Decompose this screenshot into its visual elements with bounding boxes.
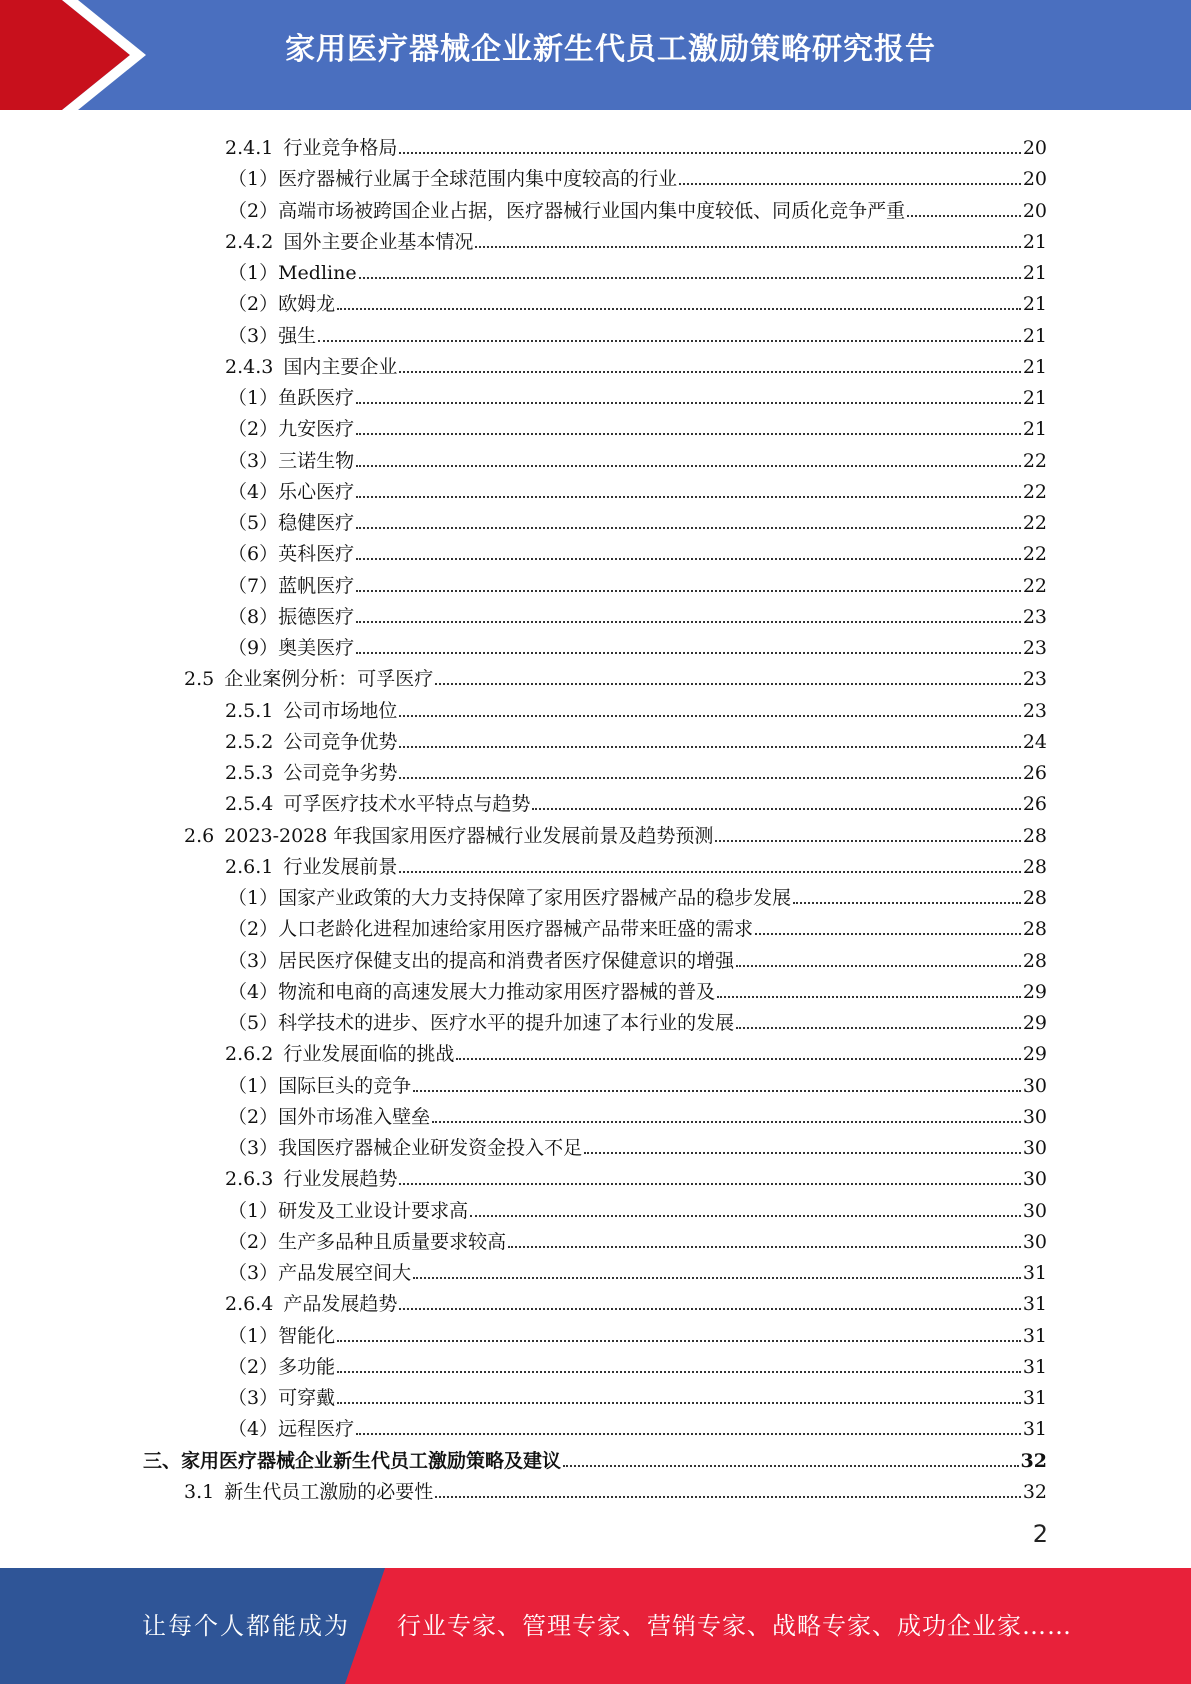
toc-entry[interactable] bbox=[143, 1441, 1047, 1472]
toc-entry-title: 三诺生物 bbox=[278, 449, 355, 472]
toc-entry-page: 30 bbox=[1022, 1230, 1047, 1253]
toc-entry-page: 21 bbox=[1022, 355, 1047, 378]
toc-entry-number: （8） bbox=[228, 605, 279, 628]
toc-entry-title: 欧姆龙 bbox=[278, 293, 336, 316]
toc-dot-leader bbox=[532, 807, 1020, 810]
toc-entry-page: 28 bbox=[1022, 918, 1047, 941]
toc-entry-number: （3） bbox=[228, 449, 279, 472]
toc-entry-number: 2.4.1 bbox=[225, 137, 274, 159]
toc-entry-title: 强生 bbox=[278, 324, 317, 347]
toc-entry[interactable] bbox=[228, 878, 1047, 909]
toc-entry-number: 2.6.2 bbox=[225, 1043, 274, 1066]
page-header bbox=[0, 0, 1191, 110]
toc-entry-number: 2.5.1 bbox=[225, 699, 274, 722]
toc-entry[interactable] bbox=[228, 1222, 1047, 1253]
toc-dot-leader bbox=[736, 964, 1021, 967]
toc-dot-leader bbox=[356, 401, 1021, 404]
toc-dot-leader bbox=[356, 526, 1021, 529]
toc-dot-leader bbox=[359, 276, 1021, 279]
toc-dot-leader bbox=[435, 1495, 1021, 1498]
toc-entry-number: （1） bbox=[228, 387, 279, 409]
toc-entry-page: 20 bbox=[1022, 199, 1047, 222]
toc-entry-title: 振德医疗 bbox=[278, 605, 355, 628]
toc-entry[interactable] bbox=[225, 1284, 1047, 1315]
toc-entry[interactable] bbox=[184, 816, 1047, 847]
toc-entry-number: 2.5.3 bbox=[225, 762, 274, 784]
toc-dot-leader bbox=[399, 151, 1020, 154]
toc-entry[interactable] bbox=[228, 1128, 1047, 1159]
toc-entry[interactable] bbox=[228, 1097, 1047, 1128]
toc-entry[interactable] bbox=[228, 441, 1047, 472]
toc-entry[interactable] bbox=[228, 1378, 1047, 1409]
toc-dot-leader bbox=[413, 1276, 1021, 1279]
toc-entry[interactable] bbox=[225, 722, 1047, 753]
toc-entry-page: 30 bbox=[1022, 1137, 1047, 1159]
toc-dot-leader bbox=[356, 589, 1021, 592]
toc-entry[interactable] bbox=[228, 1347, 1047, 1378]
toc-entry[interactable] bbox=[228, 1066, 1047, 1097]
toc-entry-number: （3） bbox=[228, 1137, 279, 1159]
toc-entry[interactable] bbox=[228, 378, 1047, 409]
toc-entry-number: 2.4.3 bbox=[225, 355, 274, 378]
toc-entry-number: （3） bbox=[228, 949, 279, 972]
toc-entry-number: （1） bbox=[228, 262, 279, 284]
toc-entry-page: 31 bbox=[1022, 1418, 1047, 1441]
toc-entry-page: 28 bbox=[1022, 855, 1047, 878]
toc-entry[interactable] bbox=[228, 597, 1047, 628]
toc-entry[interactable] bbox=[184, 659, 1047, 690]
toc-entry[interactable] bbox=[228, 534, 1047, 565]
toc-entry-page: 22 bbox=[1022, 480, 1047, 503]
toc-entry-number: （3） bbox=[228, 324, 279, 347]
toc-dot-leader bbox=[432, 1120, 1021, 1123]
toc-entry-number: （4） bbox=[228, 480, 279, 503]
toc-entry[interactable] bbox=[225, 347, 1047, 378]
toc-entry-number: （1） bbox=[228, 1074, 279, 1097]
toc-entry-title: 远程医疗 bbox=[278, 1418, 355, 1441]
toc-entry-page: 21 bbox=[1022, 324, 1047, 347]
toc-entry-number: 2.5 bbox=[184, 668, 215, 691]
toc-entry-page: 21 bbox=[1022, 230, 1047, 253]
toc-dot-leader bbox=[356, 464, 1021, 467]
toc-dot-leader bbox=[563, 1464, 1019, 1467]
toc-entry-title: 可穿戴 bbox=[278, 1387, 336, 1409]
toc-entry-title: 研发及工业设计要求高 bbox=[278, 1199, 469, 1222]
toc-dot-leader bbox=[356, 557, 1021, 560]
toc-dot-leader bbox=[399, 714, 1020, 717]
toc-dot-leader bbox=[337, 1339, 1021, 1342]
toc-entry[interactable] bbox=[225, 222, 1047, 253]
toc-dot-leader bbox=[399, 1182, 1020, 1185]
toc-entry[interactable] bbox=[225, 847, 1047, 878]
toc-dot-leader bbox=[399, 1307, 1020, 1310]
toc-entry-title: 鱼跃医疗 bbox=[278, 387, 355, 409]
toc-entry[interactable] bbox=[228, 1409, 1047, 1440]
toc-entry-title: 国外主要企业基本情况 bbox=[283, 230, 474, 253]
toc-entry-title: 国际巨头的竞争 bbox=[278, 1074, 412, 1097]
toc-entry[interactable] bbox=[225, 1034, 1047, 1065]
toc-entry-number: （2） bbox=[228, 918, 279, 941]
toc-dot-leader bbox=[679, 182, 1021, 185]
toc-entry[interactable] bbox=[228, 1316, 1047, 1347]
toc-entry[interactable] bbox=[228, 1003, 1047, 1034]
toc-entry-title: 国外市场准入壁垒 bbox=[278, 1105, 431, 1128]
toc-entry[interactable] bbox=[228, 909, 1047, 940]
toc-entry[interactable] bbox=[228, 1191, 1047, 1222]
toc-entry-title: 家用医疗器械企业新生代员工激励策略及建议 bbox=[181, 1449, 562, 1472]
toc-entry-page: 31 bbox=[1022, 1293, 1047, 1316]
toc-entry-title: 稳健医疗 bbox=[278, 512, 355, 534]
toc-entry-number: 2.6.4 bbox=[225, 1293, 274, 1316]
toc-dot-leader bbox=[337, 307, 1021, 310]
toc-entry-page: 24 bbox=[1022, 730, 1047, 753]
toc-entry-title: 行业发展面临的挑战 bbox=[283, 1043, 455, 1066]
toc-entry-page: 26 bbox=[1022, 793, 1047, 816]
page-footer bbox=[0, 1568, 1191, 1684]
toc-entry-page: 20 bbox=[1022, 168, 1047, 191]
toc-dot-leader bbox=[356, 1432, 1021, 1435]
toc-entry-page: 32 bbox=[1020, 1449, 1047, 1472]
toc-entry-title: 人口老龄化进程加速给家用医疗器械产品带来旺盛的需求 bbox=[278, 918, 754, 941]
toc-dot-leader bbox=[475, 245, 1020, 248]
toc-entry-page: 30 bbox=[1022, 1199, 1047, 1222]
toc-entry-title: 蓝帆医疗 bbox=[278, 574, 355, 597]
toc-entry-page: 20 bbox=[1022, 137, 1047, 159]
toc-entry-number: （1） bbox=[228, 887, 279, 909]
toc-entry[interactable] bbox=[228, 1253, 1047, 1284]
toc-entry-page: 31 bbox=[1022, 1262, 1047, 1284]
report-title: 家用医疗器械企业新生代员工激励策略研究报告 bbox=[285, 32, 936, 67]
toc-entry-number: （2） bbox=[228, 418, 279, 441]
toc-entry[interactable] bbox=[228, 159, 1047, 190]
toc-entry-title: 可孚医疗技术水平特点与趋势 bbox=[283, 793, 531, 816]
toc-entry-number: （6） bbox=[228, 543, 279, 566]
toc-entry[interactable] bbox=[228, 503, 1047, 534]
toc-dot-leader bbox=[356, 495, 1021, 498]
toc-entry-page: 21 bbox=[1022, 418, 1047, 441]
toc-entry[interactable] bbox=[228, 566, 1047, 597]
toc-dot-leader bbox=[755, 932, 1021, 935]
toc-entry-title: Medline bbox=[278, 262, 357, 284]
toc-dot-leader bbox=[318, 339, 1021, 342]
toc-entry-page: 22 bbox=[1022, 449, 1047, 472]
toc-dot-leader bbox=[736, 1026, 1021, 1029]
toc-entry-title: 2023-2028 年我国家用医疗器械行业发展前景及趋势预测 bbox=[224, 824, 714, 847]
toc-entry-title: 产品发展空间大 bbox=[278, 1262, 412, 1284]
toc-entry-page: 29 bbox=[1022, 980, 1047, 1003]
toc-entry-number: 2.6 bbox=[184, 824, 215, 847]
toc-entry-title: 国家产业政策的大力支持保障了家用医疗器械产品的稳步发展 bbox=[278, 887, 792, 909]
toc-dot-leader bbox=[413, 1089, 1021, 1092]
toc-entry-page: 23 bbox=[1022, 605, 1047, 628]
toc-entry-title: 产品发展趋势 bbox=[283, 1293, 398, 1316]
toc-entry-page: 28 bbox=[1022, 824, 1047, 847]
toc-entry-page: 31 bbox=[1022, 1387, 1047, 1409]
toc-entry-title: 公司竞争优势 bbox=[283, 730, 398, 753]
toc-entry[interactable] bbox=[228, 628, 1047, 659]
toc-entry-page: 28 bbox=[1022, 949, 1047, 972]
toc-entry-title: 智能化 bbox=[278, 1324, 336, 1347]
footer-slogan-right: 行业专家、管理专家、营销专家、战略专家、成功企业家…… bbox=[397, 1612, 1072, 1640]
toc-dot-leader bbox=[508, 1245, 1021, 1248]
toc-dot-leader bbox=[717, 995, 1021, 998]
toc-entry-title: 行业竞争格局 bbox=[283, 137, 398, 159]
toc-entry[interactable] bbox=[225, 784, 1047, 815]
toc-entry-number: 3.1 bbox=[184, 1480, 215, 1503]
toc-entry-title: 国内主要企业 bbox=[283, 355, 398, 378]
toc-dot-leader bbox=[907, 214, 1021, 217]
toc-entry-page: 30 bbox=[1022, 1168, 1047, 1191]
toc-entry-number: （4） bbox=[228, 1418, 279, 1441]
toc-entry[interactable] bbox=[228, 253, 1047, 284]
toc-entry-page: 21 bbox=[1022, 293, 1047, 316]
toc-entry-number: （2） bbox=[228, 1230, 279, 1253]
toc-entry-number: （2） bbox=[228, 293, 279, 316]
toc-entry-page: 31 bbox=[1022, 1355, 1047, 1378]
toc-dot-leader bbox=[337, 1370, 1021, 1373]
toc-entry-number: （1） bbox=[228, 1324, 279, 1347]
toc-entry-title: 居民医疗保健支出的提高和消费者医疗保健意识的增强 bbox=[278, 949, 735, 972]
page-number: 2 bbox=[1032, 1520, 1048, 1548]
toc-entry-title: 高端市场被跨国企业占据，医疗器械行业国内集中度较低、同质化竞争严重 bbox=[278, 199, 906, 222]
toc-entry-title: 我国医疗器械企业研发资金投入不足 bbox=[278, 1137, 583, 1159]
toc-entry-page: 21 bbox=[1022, 387, 1047, 409]
toc-entry-title: 物流和电商的高速发展大力推动家用医疗器械的普及 bbox=[278, 980, 716, 1003]
toc-entry-title: 奥美医疗 bbox=[278, 637, 355, 659]
toc-entry[interactable] bbox=[228, 284, 1047, 315]
toc-entry-page: 26 bbox=[1022, 762, 1047, 784]
toc-entry-page: 29 bbox=[1022, 1012, 1047, 1034]
toc-entry-title: 新生代员工激励的必要性 bbox=[224, 1480, 434, 1503]
toc-entry[interactable] bbox=[228, 316, 1047, 347]
toc-entry-page: 32 bbox=[1022, 1480, 1047, 1503]
toc-dot-leader bbox=[399, 745, 1020, 748]
toc-entry-title: 行业发展前景 bbox=[283, 855, 398, 878]
toc-entry[interactable] bbox=[228, 472, 1047, 503]
toc-entry-number: 2.6.1 bbox=[225, 855, 274, 878]
toc-dot-leader bbox=[337, 1401, 1021, 1404]
toc-dot-leader bbox=[584, 1151, 1021, 1154]
toc-entry-title: 英科医疗 bbox=[278, 543, 355, 566]
toc-entry-title: 多功能 bbox=[278, 1355, 336, 1378]
toc-entry-number: （2） bbox=[228, 1105, 279, 1128]
toc-entry-page: 22 bbox=[1022, 543, 1047, 566]
toc-dot-leader bbox=[399, 370, 1020, 373]
toc-entry-title: 乐心医疗 bbox=[278, 480, 355, 503]
toc-entry[interactable] bbox=[225, 753, 1047, 784]
toc-dot-leader bbox=[456, 1057, 1020, 1060]
toc-entry-number: （5） bbox=[228, 512, 279, 534]
toc-entry-number: （9） bbox=[228, 637, 279, 659]
toc-entry[interactable] bbox=[225, 691, 1047, 722]
toc-entry[interactable] bbox=[228, 941, 1047, 972]
toc-entry[interactable] bbox=[228, 409, 1047, 440]
toc-entry-number: （3） bbox=[228, 1262, 279, 1284]
toc-dot-leader bbox=[356, 432, 1021, 435]
toc-entry[interactable] bbox=[184, 1472, 1047, 1503]
toc-entry-number: （2） bbox=[228, 1355, 279, 1378]
footer-slogan-left: 让每个人都能成为 bbox=[142, 1612, 350, 1640]
toc-dot-leader bbox=[715, 839, 1020, 842]
toc-entry-page: 29 bbox=[1022, 1043, 1047, 1066]
toc-entry-number: （3） bbox=[228, 1387, 279, 1409]
toc-entry-page: 30 bbox=[1022, 1105, 1047, 1128]
toc-entry-number: （2） bbox=[228, 199, 279, 222]
toc-dot-leader bbox=[399, 870, 1020, 873]
toc-entry[interactable] bbox=[228, 972, 1047, 1003]
toc-entry-title: 九安医疗 bbox=[278, 418, 355, 441]
toc-dot-leader bbox=[793, 901, 1021, 904]
toc-entry-title: 行业发展趋势 bbox=[283, 1168, 398, 1191]
toc-entry-page: 23 bbox=[1022, 637, 1047, 659]
toc-entry-number: 2.6.3 bbox=[225, 1168, 274, 1191]
toc-dot-leader bbox=[356, 651, 1021, 654]
toc-entry-page: 22 bbox=[1022, 512, 1047, 534]
toc-entry-number: （1） bbox=[228, 168, 279, 191]
toc-entry-page: 31 bbox=[1022, 1324, 1047, 1347]
toc-entry-number: （5） bbox=[228, 1012, 279, 1034]
toc-entry-number: 2.5.2 bbox=[225, 730, 274, 753]
toc-entry-page: 23 bbox=[1022, 668, 1047, 691]
toc-entry-title: 公司竞争劣势 bbox=[283, 762, 398, 784]
toc-entry-number: 三、 bbox=[143, 1449, 182, 1472]
toc-dot-leader bbox=[399, 776, 1020, 779]
toc-entry-title: 科学技术的进步、医疗水平的提升加速了本行业的发展 bbox=[278, 1012, 735, 1034]
toc-entry-number: （7） bbox=[228, 574, 279, 597]
toc-entry-title: 医疗器械行业属于全球范围内集中度较高的行业 bbox=[278, 168, 678, 191]
toc-entry-number: （1） bbox=[228, 1199, 279, 1222]
toc-entry-title: 企业案例分析：可孚医疗 bbox=[224, 668, 434, 691]
toc-dot-leader bbox=[356, 620, 1021, 623]
toc-entry-page: 22 bbox=[1022, 574, 1047, 597]
toc-entry-page: 28 bbox=[1022, 887, 1047, 909]
toc-entry-page: 21 bbox=[1022, 262, 1047, 284]
toc-entry-number: 2.4.2 bbox=[225, 230, 274, 253]
toc-entry[interactable] bbox=[228, 191, 1047, 222]
toc-entry[interactable] bbox=[225, 1159, 1047, 1190]
toc-entry-number: 2.5.4 bbox=[225, 793, 274, 816]
toc-entry-page: 30 bbox=[1022, 1074, 1047, 1097]
toc-entry-title: 生产多品种且质量要求较高 bbox=[278, 1230, 507, 1253]
toc-dot-leader bbox=[435, 682, 1021, 685]
toc-entry-number: （4） bbox=[228, 980, 279, 1003]
toc-entry-title: 公司市场地位 bbox=[283, 699, 398, 722]
toc-entry[interactable] bbox=[225, 128, 1047, 159]
toc-dot-leader bbox=[470, 1214, 1021, 1217]
toc-entry-page: 23 bbox=[1022, 699, 1047, 722]
